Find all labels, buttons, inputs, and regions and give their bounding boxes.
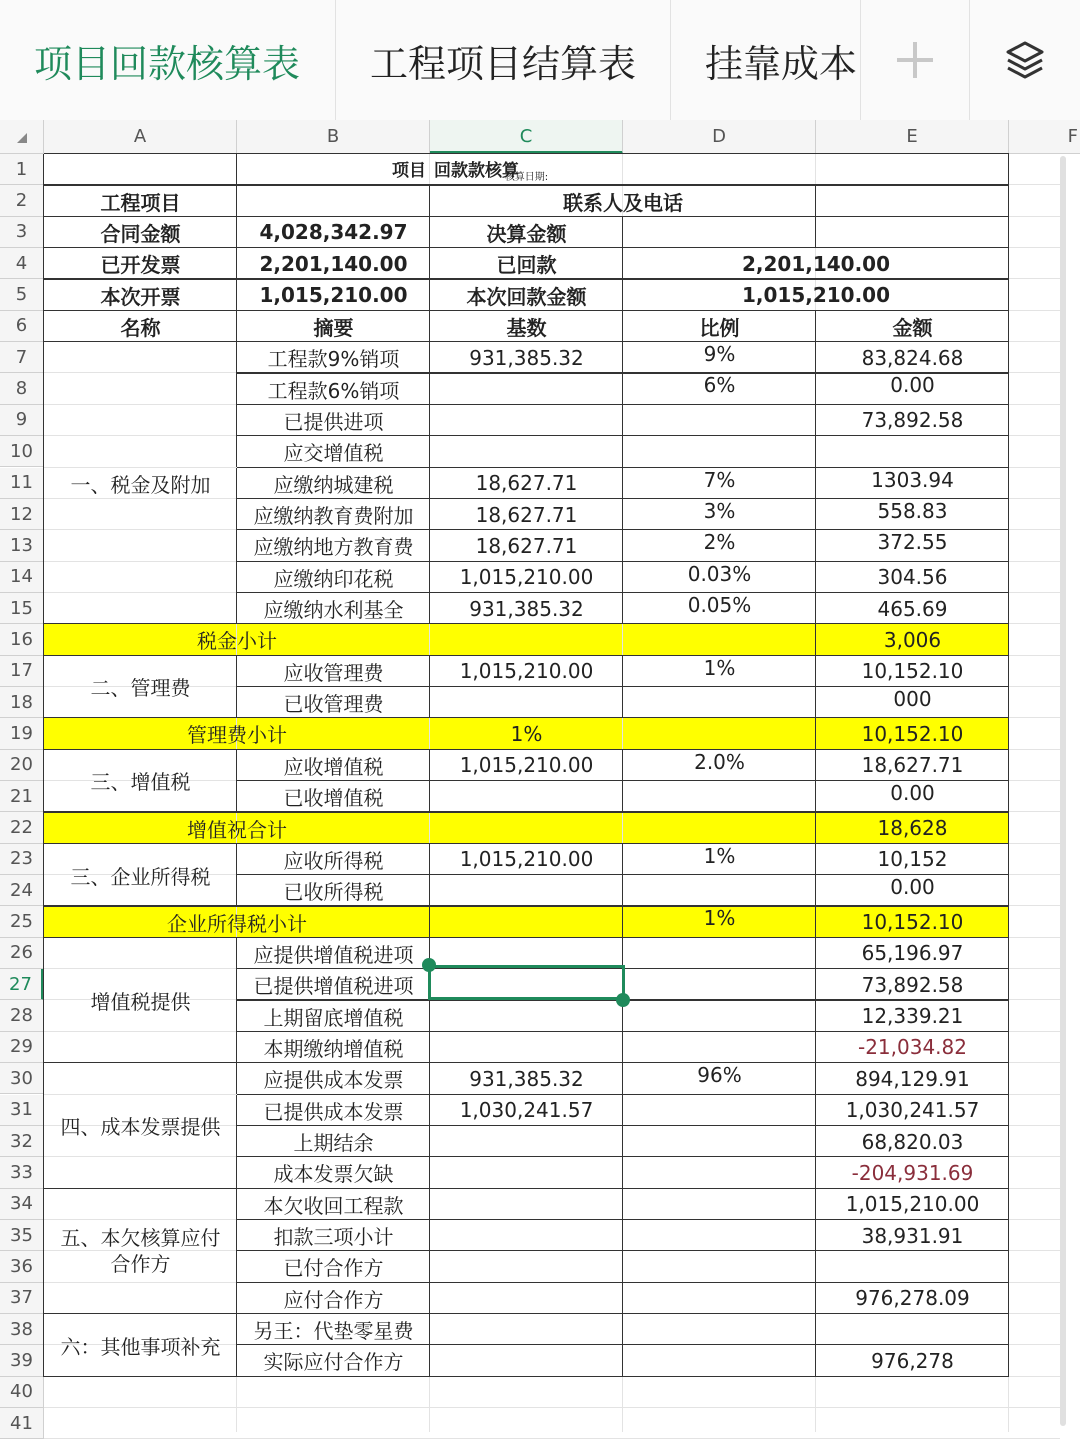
summary-9: 已提供进项 [283,409,384,434]
base-20: 1,015,210.00 [459,753,594,778]
settlement-label: 决算金额 [486,221,567,246]
invoiced-label: 已开发票 [100,253,181,278]
summary-14: 应缴纳印花税 [273,566,394,591]
base-11: 18,627.71 [475,471,578,496]
row-header-33[interactable]: 33 [0,1157,44,1188]
contract-label: 合同金额 [100,221,181,246]
border-v [815,1251,816,1282]
summary-24: 已收所得税 [283,880,384,905]
amount-35: 38,931.91 [861,1223,964,1248]
column-header-d[interactable]: D [623,120,816,154]
summary-29: 本期缴纳增值税 [263,1036,404,1061]
date-label: 核算日期: [504,172,549,184]
current-invoice-value: 1,015,210.00 [259,283,408,308]
row-header-37[interactable]: 37 [0,1283,44,1314]
row-header-30[interactable]: 30 [0,1063,44,1094]
row-header-14[interactable]: 14 [0,562,44,593]
summary-12: 应缴纳教育费附加 [253,504,414,529]
group-vat-provide: 增值税提供 [90,989,191,1014]
summary-20: 应收增值税 [283,754,384,779]
ratio-17: 1% [703,655,736,680]
row-header-19[interactable]: 19 [0,718,44,749]
amount-11: 1303.94 [871,467,954,492]
cell-selection-box[interactable] [428,965,625,1000]
ratio-12: 3% [703,498,736,523]
summary-37: 应付合作方 [283,1287,384,1312]
vertical-scrollbar[interactable] [1060,156,1066,1426]
contact-label: 联系人及电话 [563,190,683,215]
row-header-28[interactable]: 28 [0,1000,44,1031]
amount-9: 73,892.58 [861,408,964,433]
plus-icon [895,40,935,80]
amount-20: 18,627.71 [861,753,964,778]
header-summary: 摘要 [313,315,354,340]
border-v [815,436,816,467]
header-ratio: 比例 [699,315,740,340]
ratio-23: 1% [703,843,736,868]
amount-34: 1,015,210.00 [845,1192,980,1217]
border-v [622,1251,623,1282]
row-header-15[interactable]: 15 [0,593,44,624]
ratio-8: 6% [703,373,736,398]
group-tax: 一、税金及附加 [70,472,211,497]
border-v [815,217,816,248]
border-v [622,436,623,467]
border-v [622,1157,623,1188]
summary-28: 上期留底增值税 [263,1005,404,1030]
row-header-12[interactable]: 12 [0,499,44,530]
subtotal-amount-16: 3,006 [883,627,942,652]
base-13: 18,627.71 [475,533,578,558]
summary-32: 上期结余 [293,1131,374,1156]
select-all-corner[interactable] [0,120,44,154]
title-project: 项目 [392,161,426,181]
selection-handle-end[interactable] [616,993,630,1007]
summary-39: 实际应付合作方 [263,1350,404,1375]
row-header-22[interactable]: 22 [0,812,44,843]
amount-28: 12,339.21 [861,1004,964,1029]
row-header-6[interactable]: 6 [0,311,44,342]
current-receipt-label: 本次回款金额 [466,284,587,309]
column-header-e[interactable]: E [816,120,1009,154]
sheet-tab-bar [0,0,1080,121]
amount-29: -21,034.82 [857,1035,967,1060]
amount-18: 000 [893,686,932,711]
ratio-11: 7% [703,467,736,492]
summary-26: 应提供增值税进项 [253,942,414,967]
summary-21: 已收增值税 [283,786,384,811]
row-header-24[interactable]: 24 [0,875,44,906]
current-receipt-value: 1,015,210.00 [741,283,891,308]
summary-27: 已提供增值税进项 [253,974,414,999]
spreadsheet-grid[interactable] [0,120,1080,1432]
border-v [622,1032,623,1063]
summary-38: 另王：代垫零星费 [253,1319,414,1344]
amount-13: 372.55 [877,530,948,555]
summary-7: 工程款9%销项 [267,347,400,372]
row-header-16[interactable]: 16 [0,624,44,655]
contract-value: 4,028,342.97 [259,220,408,245]
row-header-39[interactable]: 39 [0,1345,44,1376]
subtotal-amount-22: 18,628 [877,816,948,841]
row-header-29[interactable]: 29 [0,1032,44,1063]
ratio-7: 9% [703,342,736,367]
amount-12: 558.83 [877,498,948,523]
row-header-26[interactable]: 26 [0,938,44,969]
project-label: 工程项目 [100,190,181,215]
row-header-38[interactable]: 38 [0,1314,44,1345]
column-header-f[interactable]: F [1009,120,1080,154]
row-header-35[interactable]: 35 [0,1220,44,1251]
add-sheet-button[interactable] [860,0,970,120]
row-header-3[interactable]: 3 [0,217,44,248]
amount-7: 83,824.68 [861,345,964,370]
layers-icon [1004,39,1046,81]
row-header-11[interactable]: 11 [0,468,44,499]
amount-14: 304.56 [877,565,948,590]
row-header-10[interactable]: 10 [0,436,44,467]
amount-27: 73,892.58 [861,972,964,997]
subtotal-ratio-25: 1% [703,906,736,931]
received-label: 已回款 [496,253,557,278]
tab-project-settlement[interactable]: 工程项目结算表 [336,0,671,120]
summary-10: 应交增值税 [283,441,384,466]
base-17: 1,015,210.00 [459,659,594,684]
row-gridline [44,1407,1060,1408]
row-header-1[interactable]: 1 [0,154,44,185]
header-name: 名称 [120,315,161,340]
base-12: 18,627.71 [475,502,578,527]
subtotal-amount-25: 10,152.10 [861,910,964,935]
amount-24: 0.00 [890,875,935,900]
border-v [622,1189,623,1220]
border-v [622,405,623,436]
column-header-a[interactable]: A [44,120,237,154]
amount-21: 0.00 [890,781,935,805]
base-23: 1,015,210.00 [459,847,594,872]
subtotal-label-16: 税金小计 [197,629,277,654]
border-v [622,781,623,812]
ratio-14: 0.03% [687,561,752,586]
row-header-2[interactable]: 2 [0,185,44,216]
current-invoice-label: 本次开票 [100,284,181,309]
row-header-23[interactable]: 23 [0,844,44,875]
row-header-36[interactable]: 36 [0,1251,44,1282]
subtotal-amount-19: 10,152.10 [861,721,964,746]
selection-handle-start[interactable] [422,958,436,972]
tab-affiliated-cost[interactable]: 挂靠成本 [705,41,858,86]
ratio-30: 96% [697,1063,742,1088]
summary-36: 已付合作方 [283,1256,384,1281]
group-income-tax: 三、企业所得税 [70,864,211,889]
summary-17: 应收管理费 [283,660,384,685]
row-header-34[interactable]: 34 [0,1189,44,1220]
ratio-20: 2.0% [694,749,745,774]
row-header-9[interactable]: 9 [0,405,44,436]
ratio-15: 0.05% [687,592,752,617]
summary-23: 应收所得税 [283,848,384,873]
row-header-5[interactable]: 5 [0,279,44,310]
summary-13: 应缴纳地方教育费 [253,535,414,560]
row-header-20[interactable]: 20 [0,750,44,781]
row-header-25[interactable]: 25 [0,906,44,937]
amount-32: 68,820.03 [861,1129,964,1154]
amount-30: 894,129.91 [855,1066,970,1091]
base-7: 931,385.32 [469,345,584,370]
group-vat: 三、增值税 [90,770,191,795]
amount-31: 1,030,241.57 [845,1098,980,1123]
row-header-13[interactable]: 13 [0,530,44,561]
row-header-17[interactable]: 17 [0,656,44,687]
border-v [622,1283,623,1314]
subtotal-base-19: 1% [510,721,543,746]
border-v [622,1345,623,1376]
summary-34: 本欠收回工程款 [263,1193,404,1218]
row-header-32[interactable]: 32 [0,1126,44,1157]
row-header-4[interactable]: 4 [0,248,44,279]
ratio-13: 2% [703,530,736,555]
summary-8: 工程款6%销项 [267,378,400,403]
header-base: 基数 [506,315,547,340]
row-header-27[interactable]: 27 [0,969,44,1000]
title-receipt: 回款款核算 [434,161,519,181]
group-management: 二、管理费 [90,676,191,701]
tab-project-receipt[interactable]: 项目回款核算表 [0,0,336,120]
amount-39: 976,278 [871,1348,954,1373]
row-header-7[interactable]: 7 [0,342,44,373]
column-header-b[interactable]: B [237,120,430,154]
border-v [622,875,623,906]
summary-35: 扣款三项小计 [273,1225,394,1250]
summary-11: 应缴纳城建税 [273,472,394,497]
amount-37: 976,278.09 [855,1286,970,1311]
base-31: 1,030,241.57 [459,1098,594,1123]
row-header-18[interactable]: 18 [0,687,44,718]
amount-17: 10,152.10 [861,659,964,684]
sheet-list-button[interactable] [970,0,1080,120]
amount-15: 465.69 [877,596,948,621]
border-v [622,1126,623,1157]
border-v [815,1314,816,1345]
amount-23: 10,152 [877,847,948,872]
row-header-8[interactable]: 8 [0,373,44,404]
border-v [622,687,623,718]
amount-26: 65,196.97 [861,941,964,966]
amount-8: 0.00 [890,373,935,398]
border-v [622,1220,623,1251]
row-header-40[interactable]: 40 [0,1377,44,1408]
subtotal-label-25: 企业所得税小计 [167,911,307,936]
group-other: 六：其他事项补充 [60,1334,221,1359]
received-value: 2,201,140.00 [741,251,891,276]
summary-31: 已提供成本发票 [263,1099,404,1124]
group-cost-invoice: 四、成本发票提供 [60,1115,221,1140]
invoiced-value: 2,201,140.00 [259,251,408,276]
row-header-31[interactable]: 31 [0,1095,44,1126]
group-payable: 五、本欠核算应付合作方 [60,1226,221,1277]
border-v [622,1314,623,1345]
summary-33: 成本发票欠缺 [273,1162,394,1187]
row-header-21[interactable]: 21 [0,781,44,812]
row-header-41[interactable]: 41 [0,1408,44,1439]
column-header-c[interactable]: C [430,120,623,154]
summary-15: 应缴纳水利基全 [263,598,404,623]
summary-18: 已收管理费 [283,692,384,717]
subtotal-label-19: 管理费小计 [187,723,287,748]
amount-33: -204,931.69 [851,1160,974,1185]
header-amount: 金额 [892,315,933,340]
summary-30: 应提供成本发票 [263,1068,404,1093]
base-30: 931,385.32 [469,1066,584,1091]
base-15: 931,385.32 [469,596,584,621]
subtotal-label-22: 增值祝合计 [187,817,287,842]
base-14: 1,015,210.00 [459,565,594,590]
